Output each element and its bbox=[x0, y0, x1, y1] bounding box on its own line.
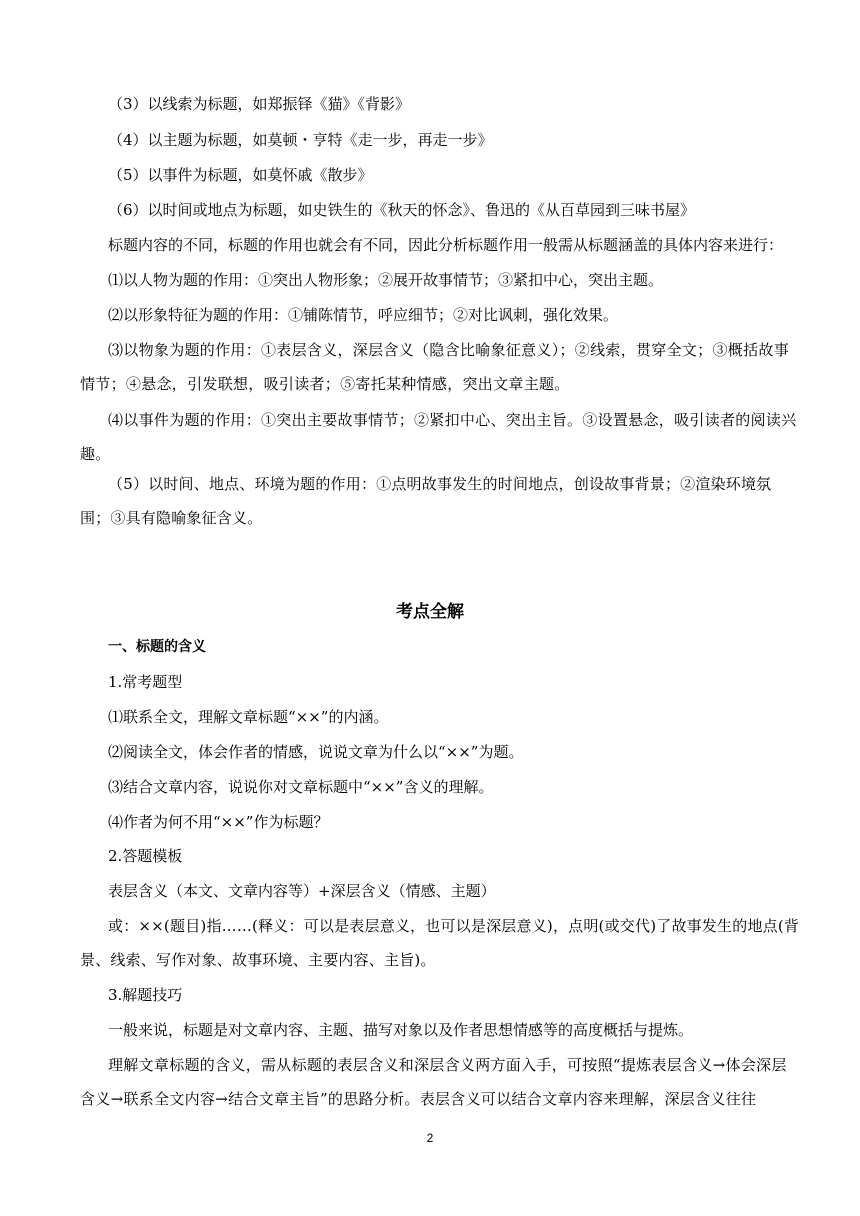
page-number: 2 bbox=[426, 1131, 434, 1145]
title-type-item-5: （5）以事件为标题，如莫怀戚《散步》 bbox=[108, 166, 373, 184]
title-type-item-3: （3）以线索为标题，如郑振铎《猫》《背影》 bbox=[108, 95, 411, 113]
answer-template-label: 2.答题模板 bbox=[108, 847, 183, 865]
function-person: ⑴以人物为题的作用：①突出人物形象；②展开故事情节；③紧扣中心，突出主题。 bbox=[108, 271, 664, 289]
title-type-item-6: （6）以时间或地点为标题，如史铁生的《秋天的怀念》、鲁迅的《从百草园到三味书屋》 bbox=[108, 201, 696, 219]
intro-paragraph: 标题内容的不同，标题的作用也就会有不同，因此分析标题作用一般需从标题涵盖的具体内容来进行： bbox=[108, 236, 784, 254]
function-event: ⑷以事件为题的作用：①突出主要故事情节；②紧扣中心、突出主旨。③设置悬念，吸引读者的阅读兴趣。 bbox=[80, 411, 797, 463]
section-heading: 考点全解 bbox=[396, 602, 464, 622]
function-object: ⑶以物象为题的作用：①表层含义，深层含义（隐含比喻象征意义）；②线索，贯穿全文；③概括故事情节；④悬念，引发联想，吸引读者；⑤寄托某种情感，突出文章主题。 bbox=[80, 341, 790, 393]
question-item-1: ⑴联系全文，理解文章标题“××”的内涵。 bbox=[108, 708, 389, 726]
question-item-3: ⑶结合文章内容，说说你对文章标题中“××”含义的理解。 bbox=[108, 778, 494, 796]
tip-paragraph-2: 理解文章标题的含义，需从标题的表层含义和深层含义两方面入手，可按照“提炼表层含义→体会深层含义→联系全文内容→结合文章主旨”的思路分析。表层含义可以结合文章内容来理解，深层含义往往 bbox=[80, 1056, 787, 1108]
question-item-4: ⑷作者为何不用“××”作为标题？ bbox=[108, 813, 329, 831]
title-type-item-4: （4）以主题为标题，如莫顿・亨特《走一步，再走一步》 bbox=[108, 131, 493, 149]
question-item-2: ⑵阅读全文，体会作者的情感，说说文章为什么以“××”为题。 bbox=[108, 743, 524, 761]
answer-template-1: 表层含义（本文、文章内容等）+深层含义（情感、主题） bbox=[108, 882, 496, 900]
tip-paragraph-1: 一般来说，标题是对文章内容、主题、描写对象以及作者思想情感等的高度概括与提炼。 bbox=[108, 1021, 694, 1039]
function-image-feature: ⑵以形象特征为题的作用：①铺陈情节，呼应细节；②对比讽刺，强化效果。 bbox=[108, 306, 619, 324]
solving-tips-label: 3.解题技巧 bbox=[108, 986, 183, 1004]
subsection-title: 一、标题的含义 bbox=[108, 639, 206, 655]
question-types-label: 1.常考题型 bbox=[108, 673, 183, 691]
answer-template-2: 或：××(题目)指……(释义：可以是表层意义，也可以是深层意义)，点明(或交代)了故事发生的地点(背景、线索、写作对象、故事环境、主要内容、主旨)。 bbox=[80, 917, 800, 969]
function-time-place: （5）以时间、地点、环境为题的作用：①点明故事发生的时间地点，创设故事背景；②渲染环境氛围；③具有隐喻象征含义。 bbox=[80, 475, 772, 527]
